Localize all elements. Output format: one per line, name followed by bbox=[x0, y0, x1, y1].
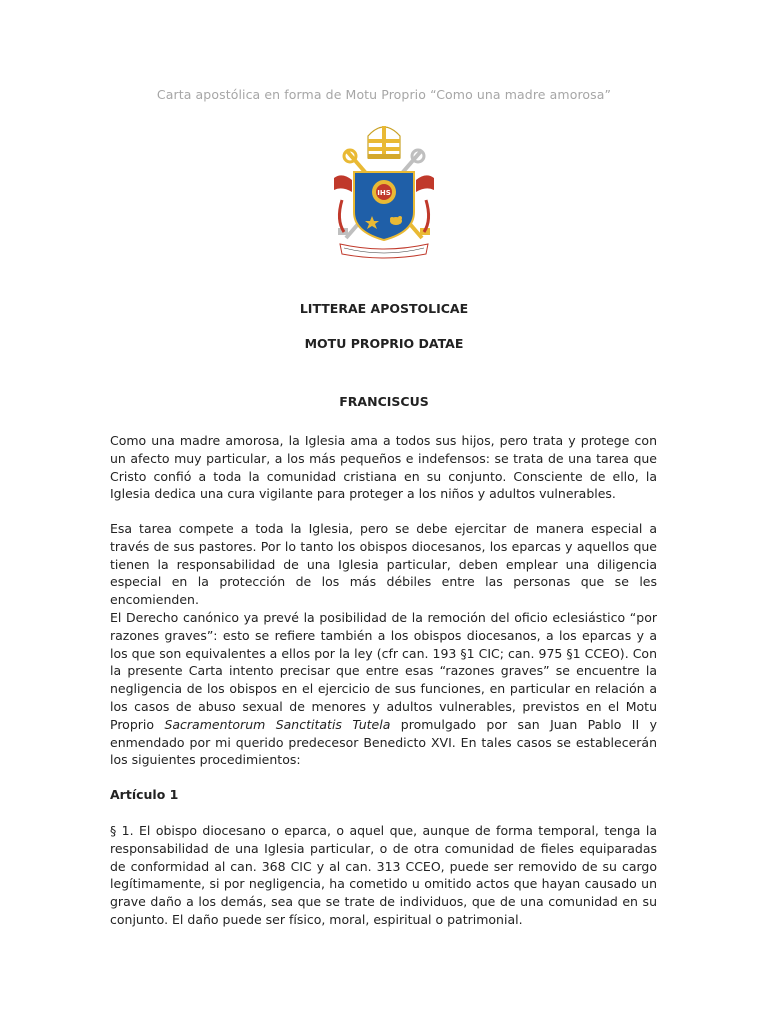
paragraph-article-1: § 1. El obispo diocesano o eparca, o aquel que, aunque de forma temporal, tenga la responsabilidad de una Iglesia particular, o de otra comunidad de fieles equiparadas de conformidad al can. 368 CIC y al can. 313 CCEO, puede ser removido de su cargo legítimamente, si por negligencia, ha cometido u omitido actos que hayan causado un grave daño a los demás, sea que se trate de individuos, que de una comunidad en su conjunto. El daño puede ser físico, moral, espiritual o patrimonial. bbox=[110, 823, 657, 927]
paragraph-3-part-1: El Derecho canónico ya prevé la posibilidad de la remoción del oficio eclesiástico “por razones graves”: esto se refiere también a los obispos diocesanos, a los eparcas y a los que son equivalentes a ellos por la ley (cfr can. 193 §1 CIC; can. 975 §1 CCEO). Con la presente Carta intento precisar que entre esas “razones graves” se encuentre la negligencia de los obispos en el ejercicio de sus funciones, en particular en relación a los casos de abuso sexual de menores y adultos vulnerables, previstos en el Motu Proprio bbox=[110, 610, 657, 732]
heading-franciscus: FRANCISCUS bbox=[339, 394, 429, 409]
paragraph-3-part-2: promulgado por san Juan Pablo II y enmendado por mi querido predecesor Benedicto XVI. En tales casos se establecerán los siguientes procedimientos: bbox=[110, 716, 657, 768]
heading-motu-proprio-datae: MOTU PROPRIO DATAE bbox=[304, 336, 464, 351]
paragraph-1: Como una madre amorosa, la Iglesia ama a todos sus hijos, pero trata y protege con un afecto muy particular, a los más pequeños e indefensos: se trata de una tarea que Cristo confió a toda la comunidad cristiana en su conjunto. Consciente de ello, la Iglesia dedica una cura vigilante para proteger a los niños y adultos vulnerables. bbox=[110, 433, 657, 502]
coat-monogram: IHS bbox=[377, 189, 391, 197]
document-header-line: Carta apostólica en forma de Motu Proprio “Como una madre amorosa” bbox=[156, 87, 612, 102]
article-1-title: Artículo 1 bbox=[110, 787, 179, 802]
paragraph-3 bbox=[110, 609, 657, 769]
paragraph-2: Esa tarea compete a toda la Iglesia, pero se debe ejercitar de manera especial a través de sus pastores. Por lo tanto los obispos diocesanos, los eparcas y aquellos que tienen la responsabilidad de una Iglesia particular, deben emplear una diligencia especial en la protección de los más débiles entre las personas que se les encomienden. bbox=[110, 521, 657, 608]
heading-litterae-apostolicae: LITTERAE APOSTOLICAE bbox=[299, 301, 469, 316]
paragraph-3-italic-title: Sacramentorum Sanctitatis Tutela bbox=[164, 716, 391, 732]
papal-coat-of-arms-icon bbox=[328, 120, 440, 262]
